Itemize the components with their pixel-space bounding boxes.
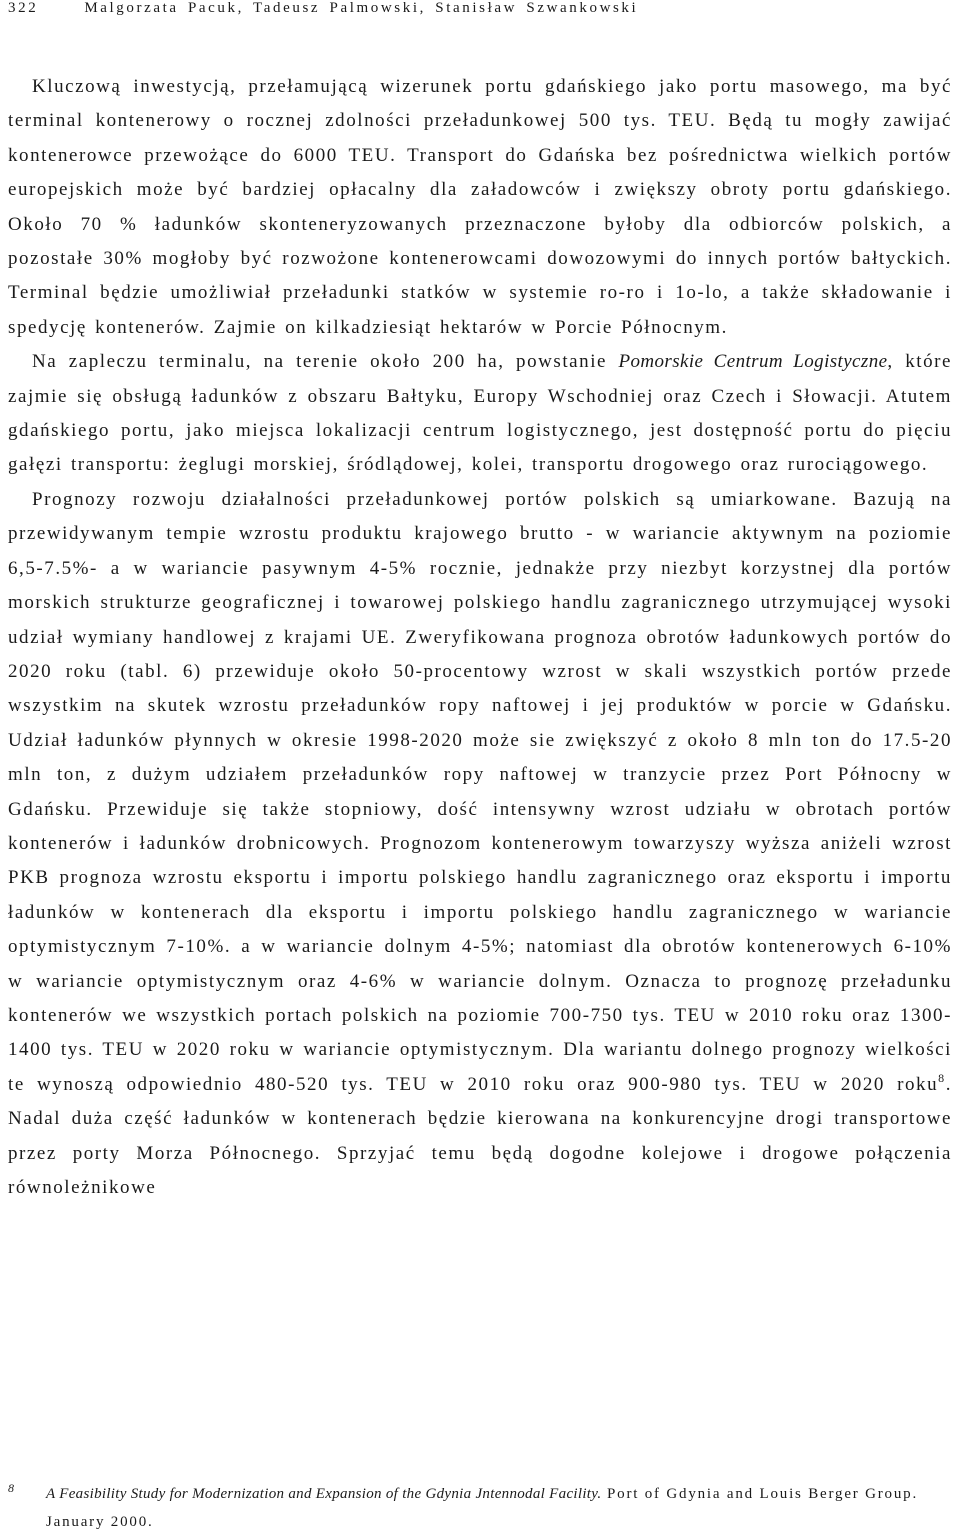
- footnote-title: A Feasibility Study for Modernization and Expansion of the Gdynia Jntennodal Facility.: [46, 1486, 602, 1502]
- footnote: [8, 1480, 952, 1536]
- body-text: [8, 70, 952, 1205]
- paragraph-text: , które zajmie się obsługą ładunków z obszaru Bałtyku, Europy Wschodniej oraz Czech i Słowacji. Atutem gdańskiego portu, jako miejsca lokalizacji centrum logistycznego, jest dostępność portu do pięciu gałęzi transportu: żeglugi morskiej, śródlądowej, kolei, transportu drogowego oraz rurociągowego.: [8, 351, 952, 476]
- paragraph-text: . Nadal duża część ładunków w kontenerach będzie kierowana na konkurencyjne drogi transportowe przez porty Morza Północnego. Sprzyjać temu będą dogodne kolejowe i drogowe połączenia równoleżnikowe: [8, 1073, 952, 1198]
- footnote-text: [8, 1480, 952, 1536]
- paragraph-logistics-centre: [8, 345, 952, 483]
- paragraph-forecasts: [8, 483, 952, 1206]
- footnote-source: Port of Gdynia and Louis Berger Group. January 2000.: [46, 1486, 919, 1530]
- paragraph-container-terminal: [8, 70, 952, 345]
- running-header: [8, 0, 638, 17]
- paragraph-text: Prognozy rozwoju działalności przeładunkowej portów polskich są umiarkowane. Bazują na przewidywanym tempie wzrostu produktu krajowego brutto - w wariancie aktywnym na poziomie 6,5-7.5%- a w wariancie pasywnym 4-5% rocznie, jednakże przy niezbyt korzystnej dla portów morskich strukturze geograficznej i towarowej polskiego handlu zagranicznego utrzymującej wysoki udział wymiany handlowej z krajami UE. Zweryfikowana prognoza obrotów ładunkowych portów do 2020 roku (tabl. 6) przewiduje około 50-procentowy wzrost w skali wszystkich portów przede wszystkim na skutek wzrostu przeładunków ropy naftowej i jej produktów w porcie w Gdańsku. Udział ładunków płynnych w okresie 1998-2020 może sie zwiększyć z około 8 mln ton do 17.5-20 mln ton, z dużym udziałem przeładunków ropy naftowej w tranzycie przez Port Północny w Gdańsku. Przewiduje się także stopniowy, dość intensywny wzrost udziału w obrotach portów kontenerów i ładunków drobnicowych. Prognozom kontenerowym towarzyszy wyższa aniżeli wzrost PKB prognoza wzrostu eksportu i importu polskiego handlu zagranicznego oraz eksportu i importu ładunków w kontenerach dla eksportu i importu polskiego handlu zagranicznego w wariancie optymistycznym 7-10%. a w wariancie dolnym 4-5%; natomiast dla obrotów kontenerowych 6-10% w wariancie optymistycznym oraz 4-6% w wariancie dolnym. Oznacza to prognozę przeładunku kontenerów we wszystkich portach polskich na poziomie 700-750 tys. TEU w 2010 roku oraz 1300-1400 tys. TEU w 2020 roku w wariancie optymistycznym. Dla wariantu dolnego prognozy wielkości te wynoszą odpowiednio 480-520 tys. TEU w 2010 roku oraz 900-980 tys. TEU w 2020 roku: [8, 488, 952, 1095]
- footnote-reference: 8: [938, 1070, 946, 1085]
- italic-term: Pomorskie Centrum Logistyczne: [618, 351, 888, 373]
- footnote-number: 8: [8, 1481, 16, 1495]
- paragraph-text: Na zapleczu terminalu, na terenie około 200 ha, powstanie: [32, 351, 619, 373]
- header-authors: Malgorzata Pacuk, Tadeusz Palmowski, Stanisław Szwankowski: [84, 0, 639, 16]
- page-number: 322: [8, 0, 39, 16]
- paragraph-text: Kluczową inwestycją, przełamującą wizerunek portu gdańskiego jako portu masowego, ma być terminal kontenerowy o rocznej zdolności przeładunkowej 500 tys. TEU. Będą tu mogły zawijać kontenerowce przewożące do 6000 TEU. Transport do Gdańska bez pośrednictwa wielkich portów europejskich może być bardziej opłacalny dla załadowców i zwiększy obroty portu gdańskiego. Około 70 % ładunków skonteneryzowanych przeznaczone byłoby dla odbiorców polskich, a pozostałe 30% mogłoby być rozwożone kontenerowcami dowozowymi do innych portów bałtyckich. Terminal będzie umożliwiał przeładunki statków w systemie ro-ro i 1o-lo, a także składowanie i spedycję kontenerów. Zajmie on kilkadziesiąt hektarów w Porcie Północnym.: [8, 76, 952, 338]
